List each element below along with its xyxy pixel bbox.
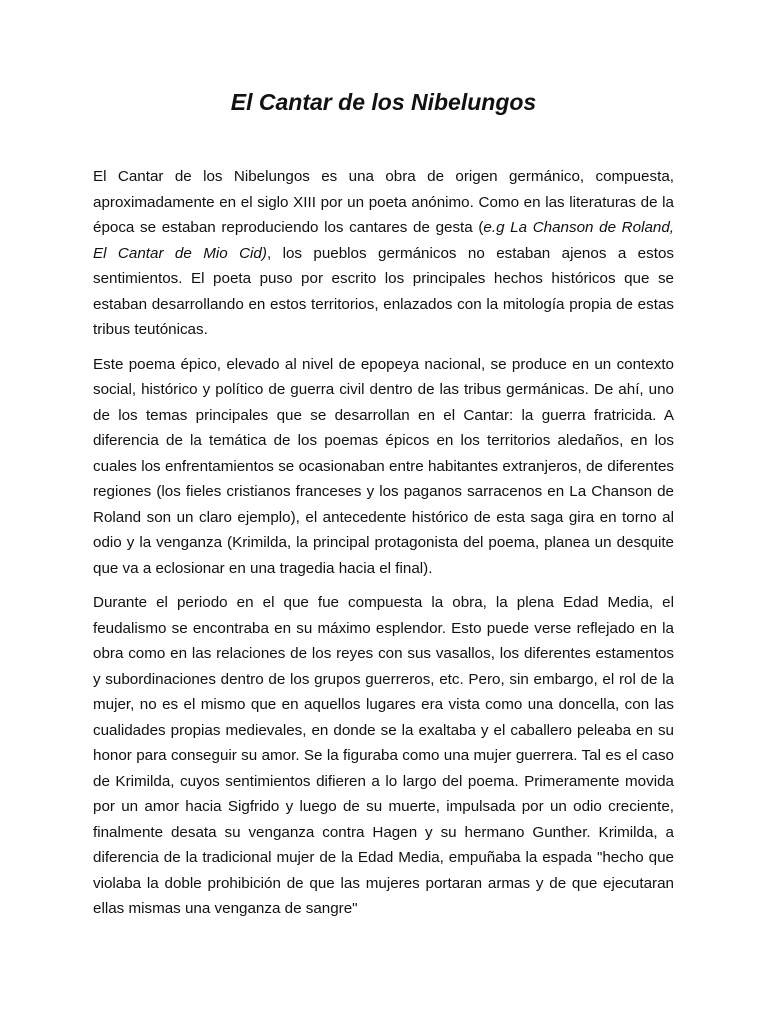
paragraph-2: Este poema épico, elevado al nivel de epopeya nacional, se produce en un contexto social, histórico y político de guerra civil dentro de las tribus germánicas. De ahí, uno de los temas principales que se desarrollan en el Cantar: la guerra fratricida. A diferencia de la temática de los poemas épicos en los territorios aledaños, en los cuales los enfrentamientos se ocasionaban entre habitantes extranjeros, de diferentes regiones (los fieles cristianos franceses y los paganos sarracenos en La Chanson de Roland son un claro ejemplo), el antecedente histórico de esta saga gira en torno al odio y la venganza (Krimilda, la principal protagonista del poema, planea un desquite que va a eclosionar en una tragedia hacia el final). — [93, 355, 674, 577]
paragraph-1-text-b: , los pueblos germánicos no estaban ajenos a estos sentimientos. El poeta puso por escrito los principales hechos históricos que se estaban desarrollando en estos territorios, enlazados con la mitología propia de estas tribus teutónicas. — [93, 244, 674, 338]
document-title: El Cantar de los Nibelungos — [230, 89, 537, 115]
document-page — [93, 86, 674, 931]
paragraph-1-text-a: El Cantar de los Nibelungos es una obra de origen germánico, compuesta, aproximadamente en el siglo XIII por un poeta anónimo. Como en las literaturas de la época se estaban reproduciendo los cantares de gesta ( — [93, 168, 674, 236]
paragraph-1 — [93, 164, 674, 343]
paragraph-1-italic-examples: e.g La Chanson de Roland, El Cantar de Mio Cid) — [93, 219, 674, 262]
paragraph-3: Durante el periodo en el que fue compuesta la obra, la plena Edad Media, el feudalismo se encontraba en su máximo esplendor. Esto puede verse reflejado en la obra como en las relaciones de los reyes con sus vasallos, los diferentes estamentos y subordinaciones dentro de los grupos guerreros, etc. Pero, sin embargo, el rol de la mujer, no es el mismo que en aquellos lugares era vista como una doncella, con las cualidades propias medievales, en donde se la exaltaba y el caballero peleaba en su honor para conseguir su amor. Se la figuraba como una mujer guerrera. Tal es el caso de Krimilda, cuyos sentimientos difieren a lo largo del poema. Primeramente movida por un amor hacia Sigfrido y luego de su muerte, impulsada por un odio creciente, finalmente desata su venganza contra Hagen y su hermano Gunther. Krimilda, a diferencia de la tradicional mujer de la Edad Media, empuñaba la espada "hecho que violaba la doble prohibición de que las mujeres portaran armas y de que ejecutaran ellas mismas una venganza de sangre" — [93, 594, 674, 917]
